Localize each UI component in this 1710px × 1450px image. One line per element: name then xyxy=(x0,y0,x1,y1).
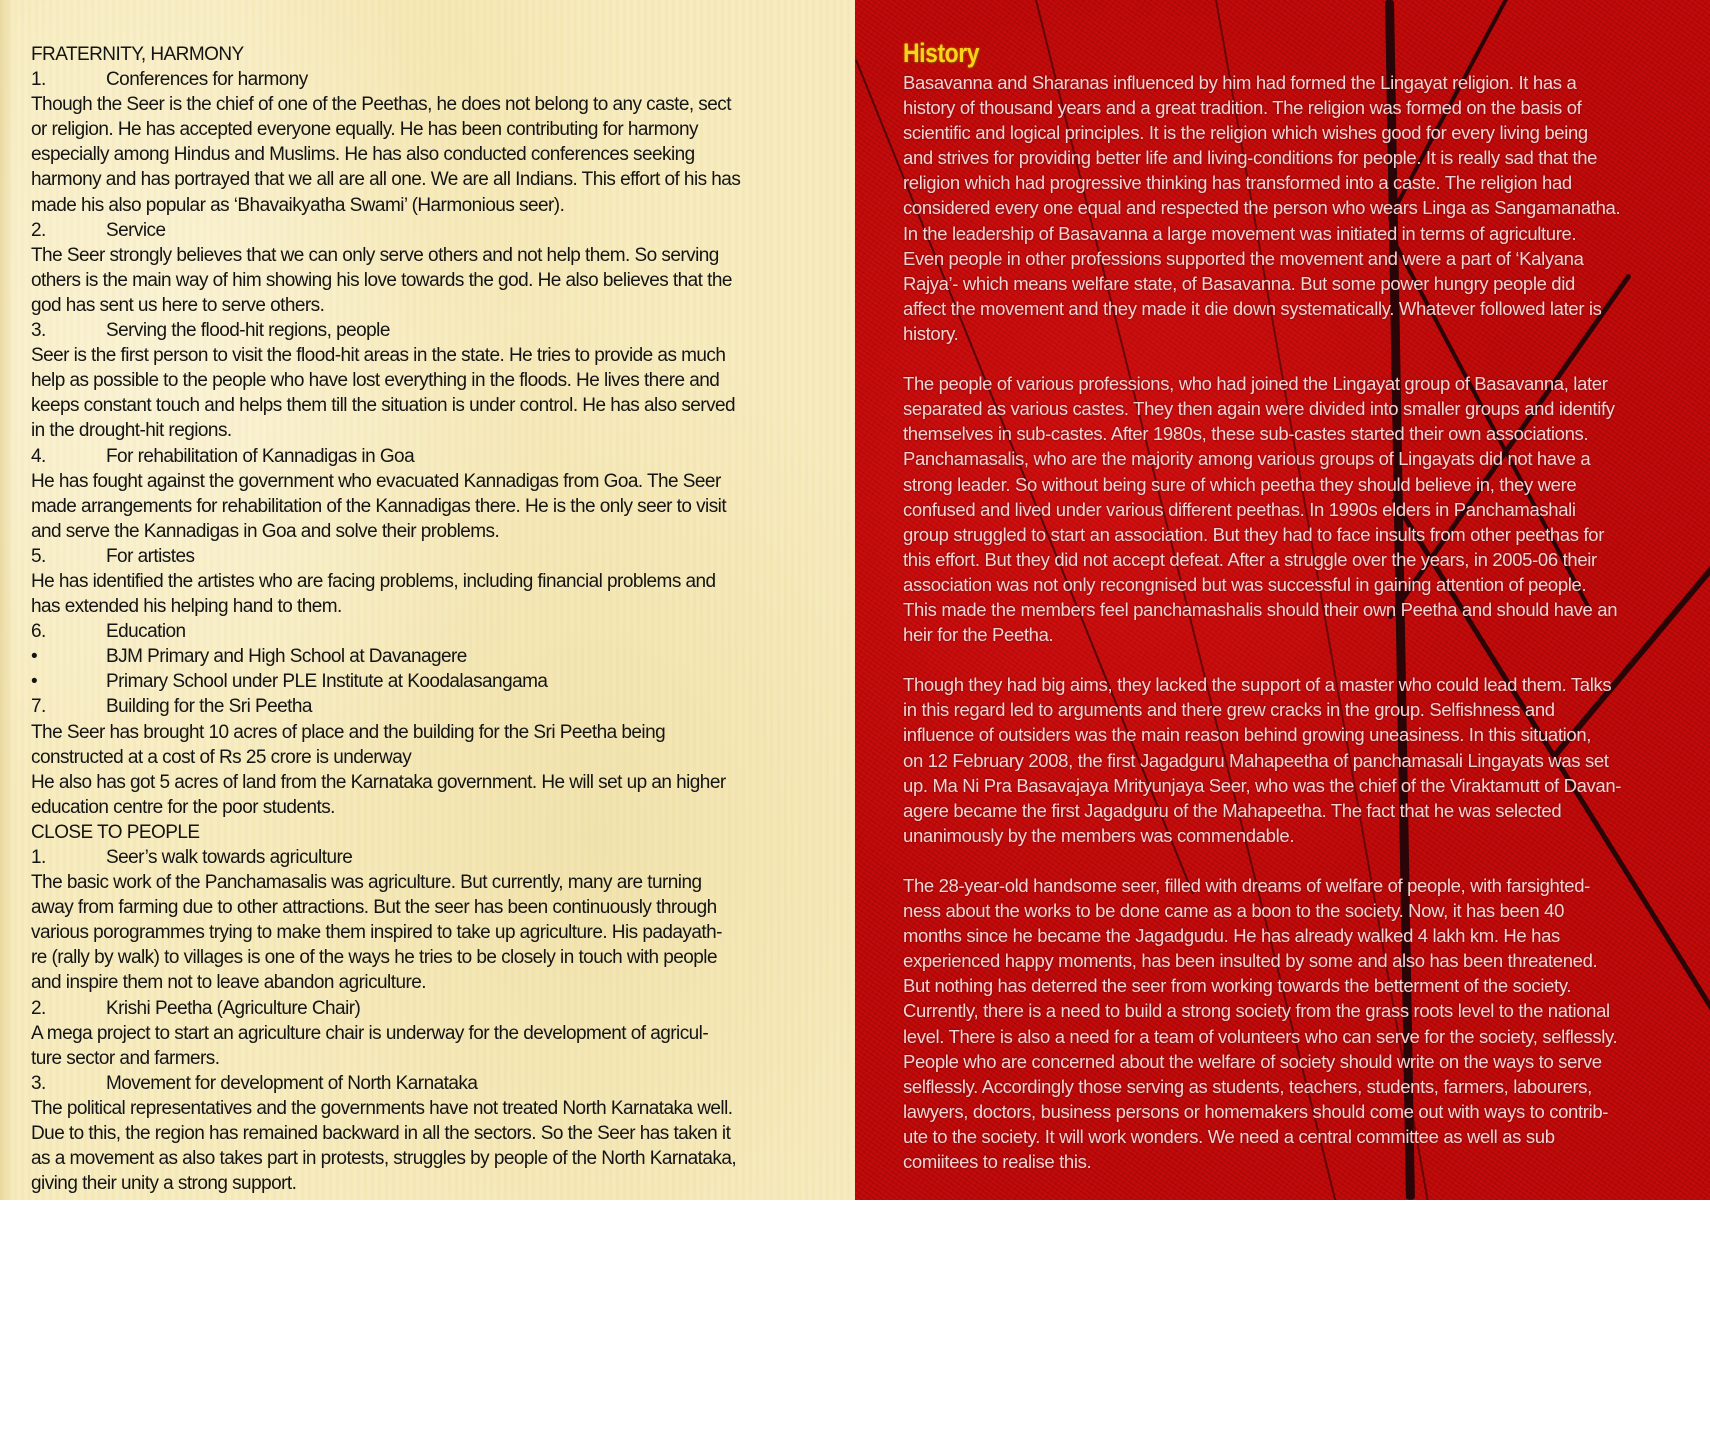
body-line: in the drought-hit regions. xyxy=(31,420,232,442)
history-heading: History xyxy=(903,38,980,68)
body-line: especially among Hindus and Muslims. He has also conducted conferences seeking xyxy=(31,144,695,166)
body-line: and inspire them not to leave abandon agriculture. xyxy=(31,972,427,994)
body-line: scientific and logical principles. It is the religion which wishes good for every living being xyxy=(903,122,1588,144)
item-number: 3. xyxy=(31,320,46,342)
body-line: unanimously by the members was commendable. xyxy=(903,824,1295,846)
history-body xyxy=(903,70,1703,1174)
body-line: The Seer has brought 10 acres of place and the building for the Sri Peetha being xyxy=(31,721,666,743)
paragraph-gap xyxy=(903,848,1703,873)
body-line: made his also popular as ‘Bhavaikyatha Swami’ (Harmonious seer). xyxy=(31,194,565,216)
section-heading: CLOSE TO PEOPLE xyxy=(31,821,200,843)
numbered-subheading xyxy=(31,318,831,343)
item-label: BJM Primary and High School at Davanagere xyxy=(106,646,467,668)
body-line: Panchamasalis, who are the majority among various groups of Lingayats did not have a xyxy=(903,448,1591,470)
body-line: Seer is the first person to visit the flood-hit areas in the state. He tries to provide as much xyxy=(31,345,726,367)
body-line: lawyers, doctors, business persons or homemakers should come out with ways to contrib- xyxy=(903,1100,1609,1122)
item-label: Conferences for harmony xyxy=(106,69,308,91)
item-label: Education xyxy=(106,621,186,643)
body-line: this effort. But they did not accept defeat. After a struggle over the years, in 2005-06 their xyxy=(903,548,1597,570)
item-label: Krishi Peetha (Agriculture Chair) xyxy=(106,997,361,1019)
body-line: He has fought against the government who evacuated Kannadigas from Goa. The Seer xyxy=(31,470,721,492)
item-number: 2. xyxy=(31,219,46,241)
item-number: 6. xyxy=(31,621,46,643)
item-label: Service xyxy=(106,219,166,241)
body-line: ute to the society. It will work wonders. We need a central committee as well as sub xyxy=(903,1125,1555,1147)
numbered-subheading xyxy=(31,694,831,719)
body-line: association was not only recongnised but was successful in gaining attention of people. xyxy=(903,573,1587,595)
item-number: 5. xyxy=(31,545,46,567)
body-line: But nothing has deterred the seer from working towards the betterment of the society. xyxy=(903,975,1572,997)
body-line: Due to this, the region has remained backward in all the sectors. So the Seer has taken it xyxy=(31,1123,731,1145)
body-line: He has identified the artistes who are facing problems, including financial problems and xyxy=(31,570,716,592)
body-line: The political representatives and the governments have not treated North Karnataka well. xyxy=(31,1097,733,1119)
body-line: history of thousand years and a great tradition. The religion was formed on the basis of xyxy=(903,97,1582,119)
body-line: has extended his helping hand to them. xyxy=(31,596,342,618)
body-line: Though they had big aims, they lacked the support of a master who could lead them. Talks xyxy=(903,674,1612,696)
left-page-text xyxy=(31,42,831,1196)
body-line: experienced happy moments, has been insulted by some and also has been threatened. xyxy=(903,950,1598,972)
body-line: In the leadership of Basavanna a large movement was initiated in terms of agriculture. xyxy=(903,222,1577,244)
body-line: The basic work of the Panchamasalis was agriculture. But currently, many are turning xyxy=(31,872,702,894)
numbered-subheading xyxy=(31,544,831,569)
item-label: Primary School under PLE Institute at Koodalasangama xyxy=(106,671,548,693)
bullet-item xyxy=(31,644,831,669)
body-line: keeps constant touch and helps them till the situation is under control. He has also served xyxy=(31,395,736,417)
body-line: history. xyxy=(903,322,959,344)
history-paragraph xyxy=(903,70,1703,346)
body-line: and strives for providing better life and living-conditions for people. It is really sad that the xyxy=(903,147,1598,169)
history-paragraph xyxy=(903,371,1703,647)
right-page-text xyxy=(903,36,1703,1174)
body-line: various porogrammes trying to make them inspired to take up agriculture. His padayath- xyxy=(31,922,722,944)
body-line: in this regard led to arguments and there grew cracks in the group. Selfishness and xyxy=(903,699,1555,721)
body-line: strong leader. So without being sure of which peetha they should believe in, they were xyxy=(903,473,1577,495)
body-line: The people of various professions, who had joined the Lingayat group of Basavanna, later xyxy=(903,373,1608,395)
body-line: A mega project to start an agriculture chair is underway for the development of agricul- xyxy=(31,1022,709,1044)
body-line: on 12 February 2008, the first Jagadguru Mahapeetha of panchamasali Lingayats was set xyxy=(903,749,1609,771)
body-line: and serve the Kannadigas in Goa and solve their problems. xyxy=(31,520,500,542)
body-line: confused and lived under various different peethas. In 1990s elders in Panchamashali xyxy=(903,498,1576,520)
bullet-item xyxy=(31,669,831,694)
body-line: Even people in other professions supported the movement and were a part of ‘Kalyana xyxy=(903,247,1584,269)
body-line: education centre for the poor students. xyxy=(31,796,335,818)
item-number: 7. xyxy=(31,696,46,718)
body-line: agere became the first Jagadguru of the Mahapeetha. The fact that he was selected xyxy=(903,799,1562,821)
numbered-subheading xyxy=(31,845,831,870)
body-line: Rajya’- which means welfare state, of Basavanna. But some power hungry people did xyxy=(903,272,1575,294)
left-page xyxy=(0,0,855,1200)
item-label: Movement for development of North Karnataka xyxy=(106,1072,478,1094)
body-line: others is the main way of him showing his love towards the god. He also believes that the xyxy=(31,269,732,291)
body-line: constructed at a cost of Rs 25 crore is underway xyxy=(31,746,412,768)
body-line: group struggled to start an association. But they had to face insults from other peethas for xyxy=(903,523,1605,545)
item-number: 4. xyxy=(31,445,46,467)
right-page xyxy=(855,0,1710,1200)
item-number: 1. xyxy=(31,69,46,91)
body-line: help as possible to the people who have lost everything in the floods. He lives there and xyxy=(31,370,720,392)
paragraph-gap xyxy=(903,647,1703,672)
body-line: harmony and has portrayed that we all are all one. We are all Indians. This effort of his has xyxy=(31,169,741,191)
body-line: comiitees to realise this. xyxy=(903,1151,1092,1173)
history-paragraph xyxy=(903,672,1703,848)
item-number: 2. xyxy=(31,997,46,1019)
body-line: themselves in sub-castes. After 1980s, these sub-castes started their own associations. xyxy=(903,423,1589,445)
section-heading: FRATERNITY, HARMONY xyxy=(31,44,244,65)
item-label: Building for the Sri Peetha xyxy=(106,696,312,718)
body-line: This made the members feel panchamashalis should their own Peetha and should have an xyxy=(903,598,1618,620)
body-line: People who are concerned about the welfare of society should write on the ways to serve xyxy=(903,1050,1602,1072)
body-line: or religion. He has accepted everyone equally. He has been contributing for harmony xyxy=(31,119,698,141)
body-line: level. There is also a need for a team of volunteers who can serve for the society, selflessly. xyxy=(903,1025,1618,1047)
numbered-subheading xyxy=(31,218,831,243)
body-line: months since he became the Jagadgudu. He has already walked 4 lakh km. He has xyxy=(903,925,1560,947)
body-line: as a movement as also takes part in protests, struggles by people of the North Karnataka, xyxy=(31,1148,737,1170)
bullet-marker: • xyxy=(31,671,38,693)
body-line: separated as various castes. They then again were divided into smaller groups and identify xyxy=(903,398,1615,420)
item-number: 1. xyxy=(31,847,46,868)
item-label: Serving the flood-hit regions, people xyxy=(106,320,390,342)
item-number: 3. xyxy=(31,1072,46,1094)
body-line: Basavanna and Sharanas influenced by him had formed the Lingayat religion. It has a xyxy=(903,72,1577,93)
body-line: ture sector and farmers. xyxy=(31,1047,220,1069)
numbered-subheading xyxy=(31,619,831,644)
numbered-subheading xyxy=(31,444,831,469)
body-line: giving their unity a strong support. xyxy=(31,1173,297,1195)
body-line: considered every one equal and respected the person who wears Linga as Sangamanatha. xyxy=(903,197,1621,219)
body-line: god has sent us here to serve others. xyxy=(31,294,325,316)
body-line: religion which had progressive thinking has transformed into a caste. The religion had xyxy=(903,172,1572,194)
body-line: Though the Seer is the chief of one of the Peethas, he does not belong to any caste, sect xyxy=(31,94,731,116)
body-line: influence of outsiders was the main reason behind growing uneasiness. In this situation, xyxy=(903,724,1592,746)
body-line: made arrangements for rehabilitation of the Kannadigas there. He is the only seer to visit xyxy=(31,495,727,517)
body-line: He also has got 5 acres of land from the Karnataka government. He will set up an higher xyxy=(31,771,726,793)
body-line: The Seer strongly believes that we can only serve others and not help them. So serving xyxy=(31,244,719,266)
body-line: ness about the works to be done came as a boon to the society. Now, it has been 40 xyxy=(903,900,1565,922)
body-line: up. Ma Ni Pra Basavajaya Mrityunjaya Seer, who was the chief of the Viraktamutt of Davan- xyxy=(903,774,1622,796)
history-paragraph xyxy=(903,873,1703,1174)
body-line: re (rally by walk) to villages is one of the ways he tries to be closely in touch with people xyxy=(31,947,717,969)
body-line: The 28-year-old handsome seer, filled with dreams of welfare of people, with farsighted- xyxy=(903,875,1590,896)
numbered-subheading xyxy=(31,67,831,92)
body-line: affect the movement and they made it die down systematically. Whatever followed later is xyxy=(903,297,1602,319)
body-line: away from farming due to other attractions. But the seer has been continuously through xyxy=(31,897,717,919)
numbered-subheading xyxy=(31,996,831,1021)
numbered-subheading xyxy=(31,1071,831,1096)
paragraph-gap xyxy=(903,346,1703,371)
item-label: For rehabilitation of Kannadigas in Goa xyxy=(106,445,415,467)
body-line: Currently, there is a need to build a strong society from the grass roots level to the national xyxy=(903,1000,1610,1022)
body-line: heir for the Peetha. xyxy=(903,624,1054,646)
item-label: For artistes xyxy=(106,545,195,567)
item-label: Seer’s walk towards agriculture xyxy=(106,847,353,868)
body-line: selflessly. Accordingly those serving as students, teachers, students, farmers, labourers, xyxy=(903,1075,1592,1097)
bullet-marker: • xyxy=(31,646,38,668)
